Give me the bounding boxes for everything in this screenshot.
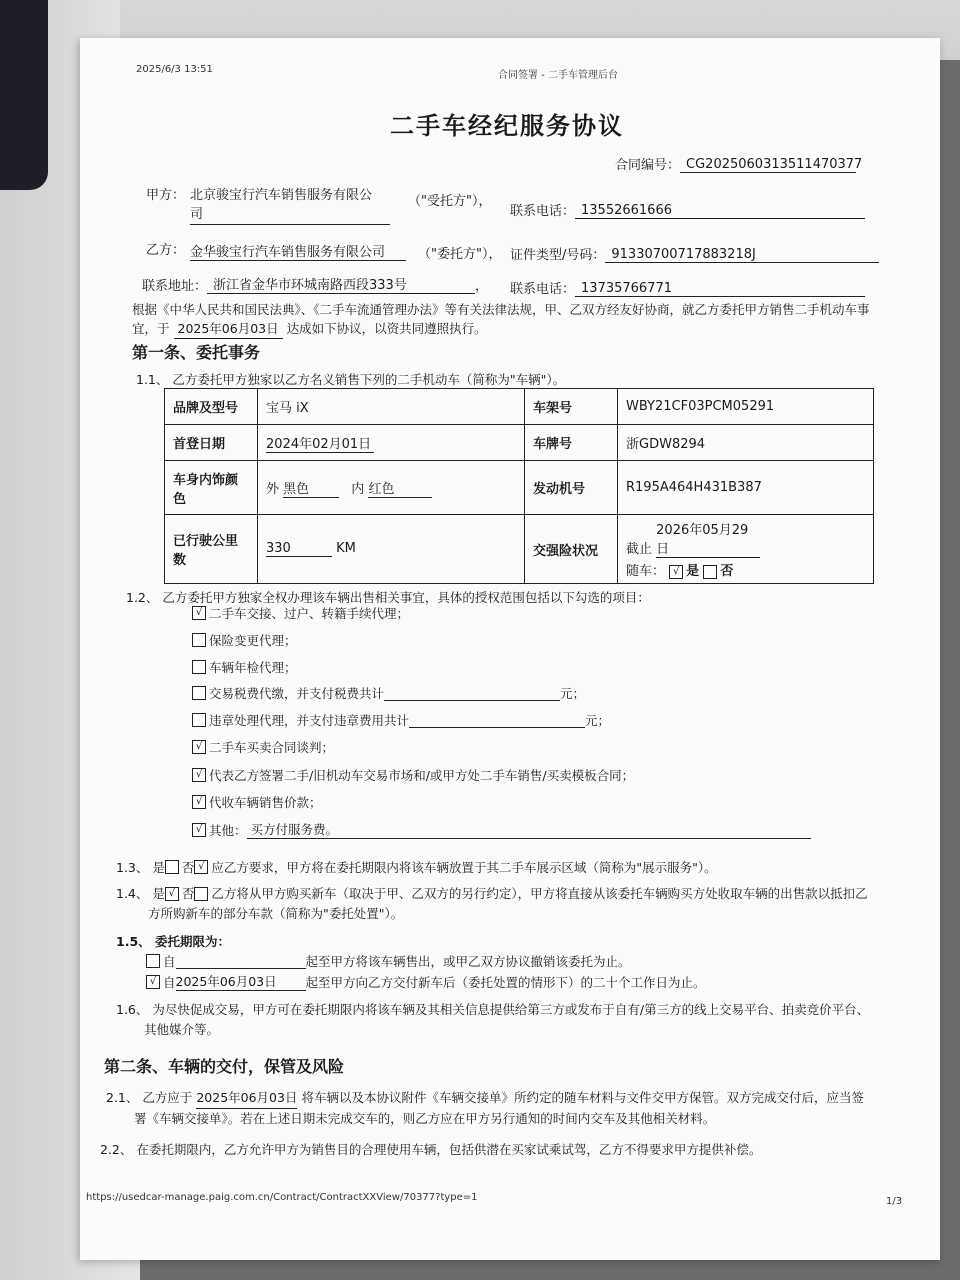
- clause-1-5-title: 1.5、 委托期限为：: [116, 934, 230, 949]
- section-1-title: 第一条、委托事务: [132, 343, 261, 362]
- clause-1-4: 1.4、 是 √ 否 乙方将从甲方购买新车（取决于甲、乙双方的另行约定），甲方将直接从该委托车辆购买方处收取车辆的出售款以抵扣乙 方所购新车的部分车款（简称为"委托处置"）。: [116, 886, 868, 921]
- option-checkbox[interactable]: √: [192, 768, 206, 782]
- page-title: 二手车经纪服务协议: [390, 112, 624, 140]
- option-checkbox[interactable]: [192, 686, 206, 700]
- engine-value: R195A464H431B387: [618, 461, 874, 515]
- intro-date: 2025年06月03日: [174, 319, 283, 339]
- party-a-phone: 联系电话： 13552661666: [510, 200, 865, 219]
- option-checkbox[interactable]: [192, 713, 206, 727]
- clause-1-4-no-checkbox[interactable]: [194, 887, 208, 901]
- footer-page-number: 1/3: [886, 1196, 903, 1207]
- print-datetime: 2025/6/3 13:51: [136, 64, 213, 75]
- party-a-role: （"受托方"），: [408, 194, 492, 209]
- clause-2-2: 2.2、 在委托期限内，乙方允许甲方为销售目的合理使用车辆，包括供潜在买家试乘试驾，乙方不得要求甲方提供补偿。: [100, 1142, 762, 1157]
- vehicle-table: [164, 388, 874, 584]
- option-checkbox[interactable]: [192, 660, 206, 674]
- reg-date-label: 首登日期: [165, 425, 258, 461]
- option-negotiation: √ 二手车买卖合同谈判；: [192, 738, 334, 756]
- contract-page: [80, 38, 940, 1260]
- plate-label: 车牌号: [525, 425, 618, 461]
- insurance-cell: 截止 2026年05月29日 随车： √ 是 否: [618, 515, 874, 584]
- option-transfer: √ 二手车交接、过户、转籍手续代理；: [192, 604, 409, 622]
- party-a-label: 甲方：: [146, 188, 186, 203]
- plate-value: 浙GDW8294: [618, 425, 874, 461]
- option-checkbox[interactable]: [192, 633, 206, 647]
- clause-1-5-option-a: 自 起至甲方将该车辆售出，或甲乙双方协议撤销该委托为止。: [146, 952, 631, 970]
- option-other: √ 其他： 买方付服务费。: [192, 820, 811, 839]
- insurance-until: 2026年05月29日: [656, 519, 760, 558]
- handover-date: 2025年06月03日: [196, 1088, 297, 1109]
- with-car-yes-checkbox[interactable]: √: [669, 565, 683, 579]
- brand-value: 宝马 iX: [258, 389, 525, 425]
- option-checkbox[interactable]: √: [192, 823, 206, 837]
- party-b-phone: 联系电话： 13735766771: [510, 278, 865, 297]
- option-insurance: 保险变更代理；: [192, 631, 297, 649]
- print-site-title: 合同签署 - 二手车管理后台: [498, 70, 618, 81]
- tax-amount-field[interactable]: [384, 686, 560, 701]
- option-collect-payment: √ 代收车辆销售价款；: [192, 793, 322, 811]
- clause-1-4-yes-checkbox[interactable]: √: [165, 887, 179, 901]
- brand-label: 品牌及型号: [165, 389, 258, 425]
- party-b-name: 金华骏宝行汽车销售服务有限公司: [190, 241, 406, 261]
- party-a-name: 北京骏宝行汽车销售服务有限公 司: [190, 186, 390, 225]
- mileage-label: 已行驶公里数: [165, 515, 258, 584]
- option-checkbox[interactable]: √: [192, 606, 206, 620]
- mileage-value: 330: [266, 541, 332, 557]
- clause-1-5-option-b: √ 自 2025年06月03日 起至甲方向乙方交付新车后（委托处置的情形下）的二十个工作日为止。: [146, 972, 706, 991]
- party-b-id: 证件类型/号码： 91330700717883218J: [510, 244, 879, 263]
- option-tax: 交易税费代缴，并支付税费共计 元；: [192, 684, 585, 702]
- contract-number-value: CG2025060313511470377: [680, 157, 856, 173]
- term-option-a-checkbox[interactable]: [146, 954, 160, 968]
- vin-value: WBY21CF03PCM05291: [618, 389, 874, 425]
- insurance-label: 交强险状况: [525, 515, 618, 584]
- reg-date-value: 2024年02月01日: [266, 433, 374, 453]
- clause-1-3-yes-checkbox[interactable]: [165, 860, 179, 874]
- option-sign-contract: √ 代表乙方签署二手/旧机动车交易市场和/或甲方处二手车销售/买卖模板合同；: [192, 766, 634, 784]
- mileage-cell: 330 KM: [258, 515, 525, 584]
- clause-1-3: 1.3、 是 否 √ 应乙方要求，甲方将在委托期限内将该车辆放置于其二手车展示区域（简称为"展示服务"）。: [116, 860, 717, 875]
- option-other-value: 买方付服务费。: [247, 820, 811, 839]
- term-a-date-field[interactable]: [176, 954, 306, 969]
- clause-1-3-no-checkbox[interactable]: √: [194, 860, 208, 874]
- option-inspection: 车辆年检代理；: [192, 658, 297, 676]
- option-violation: 违章处理代理，并支付违章费用共计 元；: [192, 711, 610, 729]
- clause-1-2: 1.2、 乙方委托甲方独家全权办理该车辆出售相关事宜，具体的授权范围包括以下勾选的项目：: [126, 590, 650, 605]
- notebook-corner: [0, 0, 48, 190]
- option-checkbox[interactable]: √: [192, 740, 206, 754]
- clause-2-1: 2.1、 乙方应于 2025年06月03日 将车辆以及本协议附件《车辆交接单》所约定的随车材料与文件交甲方保管。双方完成交付后，应当签 署《车辆交接单》。若在上述日期未完成交车的，则乙方应在甲方另行通知的时间内交车及其他相关材料。: [106, 1090, 864, 1126]
- vin-label: 车架号: [525, 389, 618, 425]
- section-2-title: 第二条、车辆的交付，保管及风险: [104, 1057, 345, 1076]
- intro-paragraph: 根据《中华人民共和国民法典》、《二手车流通管理办法》等有关法律法规，甲、乙双方经友好协商，就乙方委托甲方销售二手机动车事 宜，于 2025年06月03日 达成如下协议，以资共同遵照执行。: [132, 300, 892, 339]
- clause-1-6: 1.6、 为尽快促成交易，甲方可在委托期限内将该车辆及其相关信息提供给第三方或发布于自有/第三方的线上交易平台、拍卖竞价平台、 其他媒介等。: [116, 1002, 870, 1037]
- option-checkbox[interactable]: √: [192, 795, 206, 809]
- party-b-role: （"委托方"），: [418, 247, 502, 262]
- exterior-color: 黑色: [283, 478, 339, 498]
- footer-url: https://usedcar-manage.paig.com.cn/Contract/ContractXXView/70377?type=1: [86, 1192, 478, 1203]
- term-b-date: 2025年06月03日: [176, 972, 306, 991]
- party-b-address: 联系地址： 浙江省金华市环城南路西段333号 ，: [142, 274, 488, 294]
- clause-1-1: 1.1、 乙方委托甲方独家以乙方名义销售下列的二手机动车（简称为"车辆"）。: [136, 372, 566, 387]
- party-b-label: 乙方：: [146, 243, 186, 258]
- with-car-no-checkbox[interactable]: [703, 565, 717, 579]
- color-values: 外 黑色 内 红色: [258, 461, 525, 515]
- term-option-b-checkbox[interactable]: √: [146, 975, 160, 989]
- contract-number: [615, 154, 863, 173]
- engine-label: 发动机号: [525, 461, 618, 515]
- contract-number-label: 合同编号：: [615, 158, 681, 173]
- color-label: 车身内饰颜色: [165, 461, 258, 515]
- violation-amount-field[interactable]: [409, 713, 585, 728]
- interior-color: 红色: [368, 478, 432, 498]
